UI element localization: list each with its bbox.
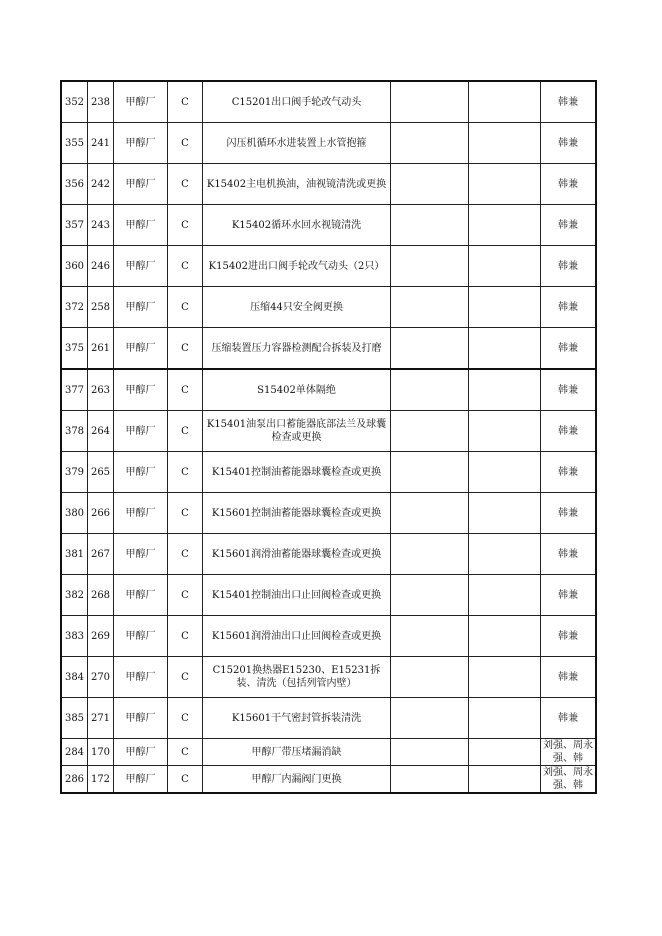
owner-cell: 韩兼 (541, 534, 597, 575)
owner-cell: 韩兼 (541, 164, 597, 205)
table-row (61, 616, 596, 657)
empty-cell-b (469, 493, 541, 534)
task-cell: K15402主电机换油，油视镜清洗或更换 (203, 164, 391, 205)
table-row (61, 493, 596, 534)
plant-cell: 甲醇厂 (114, 81, 168, 123)
empty-cell-b (469, 616, 541, 657)
grade-cell: C (168, 698, 203, 739)
item-id: 246 (88, 246, 114, 287)
row-number: 377 (61, 369, 88, 411)
owner-cell: 刘强、周永强、韩 (541, 739, 597, 766)
plant-cell: 甲醇厂 (114, 328, 168, 370)
task-cell: K15601润滑油出口止回阀检查或更换 (203, 616, 391, 657)
grade-cell: C (168, 81, 203, 123)
empty-cell-b (469, 766, 541, 794)
plant-cell: 甲醇厂 (114, 369, 168, 411)
row-number: 372 (61, 287, 88, 328)
task-cell: 压缩装置压力容器检测配合拆装及打磨 (203, 328, 391, 370)
table-row (61, 766, 596, 794)
grade-cell: C (168, 616, 203, 657)
owner-cell: 韩兼 (541, 81, 597, 123)
row-number: 357 (61, 205, 88, 246)
empty-cell-b (469, 657, 541, 698)
grade-cell: C (168, 123, 203, 164)
item-id: 243 (88, 205, 114, 246)
item-id: 269 (88, 616, 114, 657)
grade-cell: C (168, 534, 203, 575)
owner-cell: 韩兼 (541, 369, 597, 411)
empty-cell-b (469, 534, 541, 575)
plant-cell: 甲醇厂 (114, 205, 168, 246)
plant-cell: 甲醇厂 (114, 575, 168, 616)
task-cell: K15601控制油蓄能器球囊检查或更换 (203, 493, 391, 534)
empty-cell-a (391, 369, 469, 411)
empty-cell-b (469, 698, 541, 739)
plant-cell: 甲醇厂 (114, 411, 168, 452)
owner-cell: 韩兼 (541, 246, 597, 287)
item-id: 170 (88, 739, 114, 766)
item-id: 265 (88, 452, 114, 493)
grade-cell: C (168, 411, 203, 452)
empty-cell-a (391, 616, 469, 657)
table-row (61, 698, 596, 739)
empty-cell-b (469, 123, 541, 164)
item-id: 267 (88, 534, 114, 575)
plant-cell: 甲醇厂 (114, 164, 168, 205)
owner-cell: 韩兼 (541, 287, 597, 328)
owner-cell: 韩兼 (541, 575, 597, 616)
task-cell: 闪压机循环水进装置上水管抱箍 (203, 123, 391, 164)
table-row (61, 328, 596, 370)
task-cell: C15201换热器E15230、E15231拆装、清洗（包括列管内壁） (203, 657, 391, 698)
plant-cell: 甲醇厂 (114, 766, 168, 794)
owner-cell: 刘强、周永强、韩 (541, 766, 597, 794)
grade-cell: C (168, 575, 203, 616)
empty-cell-b (469, 205, 541, 246)
item-id: 172 (88, 766, 114, 794)
task-cell: K15401控制油出口止回阀检查或更换 (203, 575, 391, 616)
owner-cell: 韩兼 (541, 328, 597, 370)
row-number: 286 (61, 766, 88, 794)
table-row (61, 287, 596, 328)
task-cell: C15201出口阀手轮改气动头 (203, 81, 391, 123)
empty-cell-b (469, 575, 541, 616)
empty-cell-a (391, 452, 469, 493)
owner-cell: 韩兼 (541, 616, 597, 657)
item-id: 261 (88, 328, 114, 370)
empty-cell-b (469, 369, 541, 411)
empty-cell-a (391, 657, 469, 698)
plant-cell: 甲醇厂 (114, 657, 168, 698)
owner-cell: 韩兼 (541, 205, 597, 246)
table-row (61, 123, 596, 164)
item-id: 258 (88, 287, 114, 328)
plant-cell: 甲醇厂 (114, 123, 168, 164)
table-row (61, 205, 596, 246)
grade-cell: C (168, 766, 203, 794)
task-cell: K15401油泵出口蓄能器底部法兰及球囊检查或更换 (203, 411, 391, 452)
row-number: 382 (61, 575, 88, 616)
item-id: 263 (88, 369, 114, 411)
table-body (61, 81, 596, 793)
task-cell: K15401控制油蓄能器球囊检查或更换 (203, 452, 391, 493)
row-number: 384 (61, 657, 88, 698)
table-row (61, 164, 596, 205)
empty-cell-b (469, 739, 541, 766)
empty-cell-a (391, 246, 469, 287)
row-number: 356 (61, 164, 88, 205)
grade-cell: C (168, 164, 203, 205)
owner-cell: 韩兼 (541, 123, 597, 164)
empty-cell-b (469, 452, 541, 493)
row-number: 381 (61, 534, 88, 575)
table-row (61, 452, 596, 493)
item-id: 270 (88, 657, 114, 698)
item-id: 242 (88, 164, 114, 205)
row-number: 383 (61, 616, 88, 657)
row-number: 360 (61, 246, 88, 287)
table-row (61, 411, 596, 452)
empty-cell-a (391, 493, 469, 534)
empty-cell-a (391, 123, 469, 164)
empty-cell-a (391, 534, 469, 575)
row-number: 378 (61, 411, 88, 452)
task-cell: 甲醇厂内漏阀门更换 (203, 766, 391, 794)
empty-cell-a (391, 411, 469, 452)
empty-cell-a (391, 328, 469, 370)
item-id: 266 (88, 493, 114, 534)
owner-cell: 韩兼 (541, 411, 597, 452)
plant-cell: 甲醇厂 (114, 246, 168, 287)
empty-cell-a (391, 766, 469, 794)
row-number: 380 (61, 493, 88, 534)
row-number: 375 (61, 328, 88, 370)
empty-cell-a (391, 164, 469, 205)
empty-cell-b (469, 246, 541, 287)
row-number: 379 (61, 452, 88, 493)
empty-cell-b (469, 164, 541, 205)
plant-cell: 甲醇厂 (114, 287, 168, 328)
empty-cell-a (391, 739, 469, 766)
empty-cell-a (391, 575, 469, 616)
plant-cell: 甲醇厂 (114, 739, 168, 766)
task-cell: K15601润滑油蓄能器球囊检查或更换 (203, 534, 391, 575)
grade-cell: C (168, 452, 203, 493)
row-number: 385 (61, 698, 88, 739)
table-row (61, 369, 596, 411)
plant-cell: 甲醇厂 (114, 452, 168, 493)
grade-cell: C (168, 328, 203, 370)
owner-cell: 韩兼 (541, 698, 597, 739)
grade-cell: C (168, 657, 203, 698)
empty-cell-b (469, 411, 541, 452)
empty-cell-a (391, 287, 469, 328)
item-id: 241 (88, 123, 114, 164)
empty-cell-a (391, 698, 469, 739)
row-number: 284 (61, 739, 88, 766)
maintenance-table (60, 80, 597, 794)
empty-cell-b (469, 287, 541, 328)
empty-cell-a (391, 81, 469, 123)
task-cell: 压缩44只安全阀更换 (203, 287, 391, 328)
grade-cell: C (168, 246, 203, 287)
item-id: 238 (88, 81, 114, 123)
empty-cell-b (469, 328, 541, 370)
row-number: 355 (61, 123, 88, 164)
item-id: 268 (88, 575, 114, 616)
table-row (61, 81, 596, 123)
table-row (61, 575, 596, 616)
plant-cell: 甲醇厂 (114, 493, 168, 534)
plant-cell: 甲醇厂 (114, 698, 168, 739)
owner-cell: 韩兼 (541, 657, 597, 698)
grade-cell: C (168, 369, 203, 411)
grade-cell: C (168, 493, 203, 534)
empty-cell-b (469, 81, 541, 123)
row-number: 352 (61, 81, 88, 123)
plant-cell: 甲醇厂 (114, 616, 168, 657)
plant-cell: 甲醇厂 (114, 534, 168, 575)
empty-cell-a (391, 205, 469, 246)
table-row (61, 739, 596, 766)
task-cell: K15402进出口阀手轮改气动头（2只） (203, 246, 391, 287)
grade-cell: C (168, 287, 203, 328)
task-cell: 甲醇厂带压堵漏消缺 (203, 739, 391, 766)
grade-cell: C (168, 739, 203, 766)
task-cell: S15402单体隔绝 (203, 369, 391, 411)
table-row (61, 657, 596, 698)
table-row (61, 534, 596, 575)
item-id: 264 (88, 411, 114, 452)
grade-cell: C (168, 205, 203, 246)
owner-cell: 韩兼 (541, 493, 597, 534)
task-cell: K15402循环水回水视镜清洗 (203, 205, 391, 246)
owner-cell: 韩兼 (541, 452, 597, 493)
item-id: 271 (88, 698, 114, 739)
table-row (61, 246, 596, 287)
task-cell: K15601干气密封管拆装清洗 (203, 698, 391, 739)
